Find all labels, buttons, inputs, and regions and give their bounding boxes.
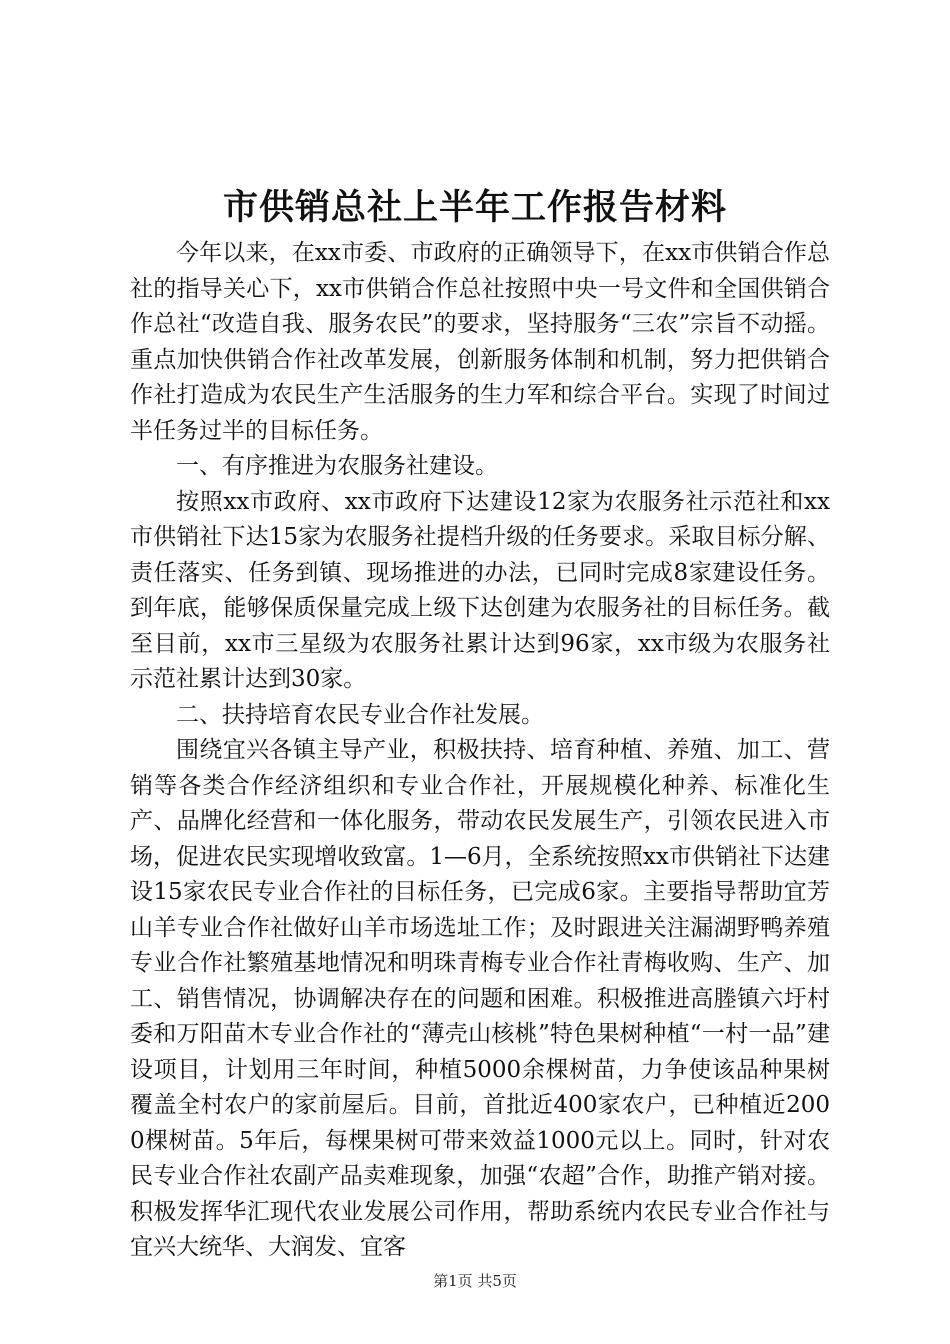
paragraph-section-2: 围绕宜兴各镇主导产业，积极扶持、培育种植、养殖、加工、营销等各类合作经济组织和专业合作社，开展规模化种养、标准化生产、品牌化经营和一体化服务，带动农民发展生产，引领农民进入市场，促进农民实现增收致富。1—6月，全系统按照xx市供销社下达建设15家农民专业合作社的目标任务，已完成6家。主要指导帮助宜芳山羊专业合作社做好山羊市场选址工作；及时跟进关注漏湖野鸭养殖专业合作社繁殖基地情况和明珠青梅专业合作社青梅收购、生产、加工、销售情况，协调解决存在的问题和困难。积极推进高塍镇六圩村委和万阳苗木专业合作社的“薄壳山核桃”特色果树种植“一村一品”建设项目，计划用三年时间，种植5000余棵树苗，力争使该品种果树覆盖全村农户的家前屋后。目前，首批近400家农户，已种植近2000棵树苗。5年后，每棵果树可带来效益1000元以上。同时，针对农民专业合作社农副产品卖难现象，加强“农超”合作，助推产销对接。积极发挥华汇现代农业发展公司作用，帮助系统内农民专业合作社与宜兴大统华、大润发、宜客 [130, 737, 830, 1260]
paragraph-section-1: 按照xx市政府、xx市政府下达建设12家为农服务社示范社和xx市供销社下达15家为农服务社提档升级的任务要求。采取目标分解、责任落实、任务到镇、现场推进的办法，已同时完成8家建设任务。到年底，能够保质保量完成上级下达创建为农服务社的目标任务。截至目前，xx市三星级为农服务社累计达到96家，xx市级为农服务社示范社累计达到30家。 [130, 488, 830, 692]
section-heading-2: 二、扶持培育农民专业合作社发展。 [176, 701, 544, 728]
document-body [130, 236, 830, 1266]
section-heading-1: 一、有序推进为农服务社建设。 [176, 453, 498, 479]
paragraph-intro: 今年以来，在xx市委、市政府的正确领导下，在xx市供销合作总社的指导关心下，xx市供销合作总社按照中央一号文件和全国供销合作总社“改造自我、服务农民”的要求，坚持服务“三农”宗旨不动摇。重点加快供销合作社改革发展，创新服务体制和机制，努力把供销合作社打造成为农民生产生活服务的生力军和综合平台。实现了时间过半任务过半的目标任务。 [130, 240, 830, 444]
page-number-footer: 第1页 共5页 [433, 1272, 517, 1290]
document-title: 市供销总社上半年工作报告材料 [222, 187, 727, 228]
